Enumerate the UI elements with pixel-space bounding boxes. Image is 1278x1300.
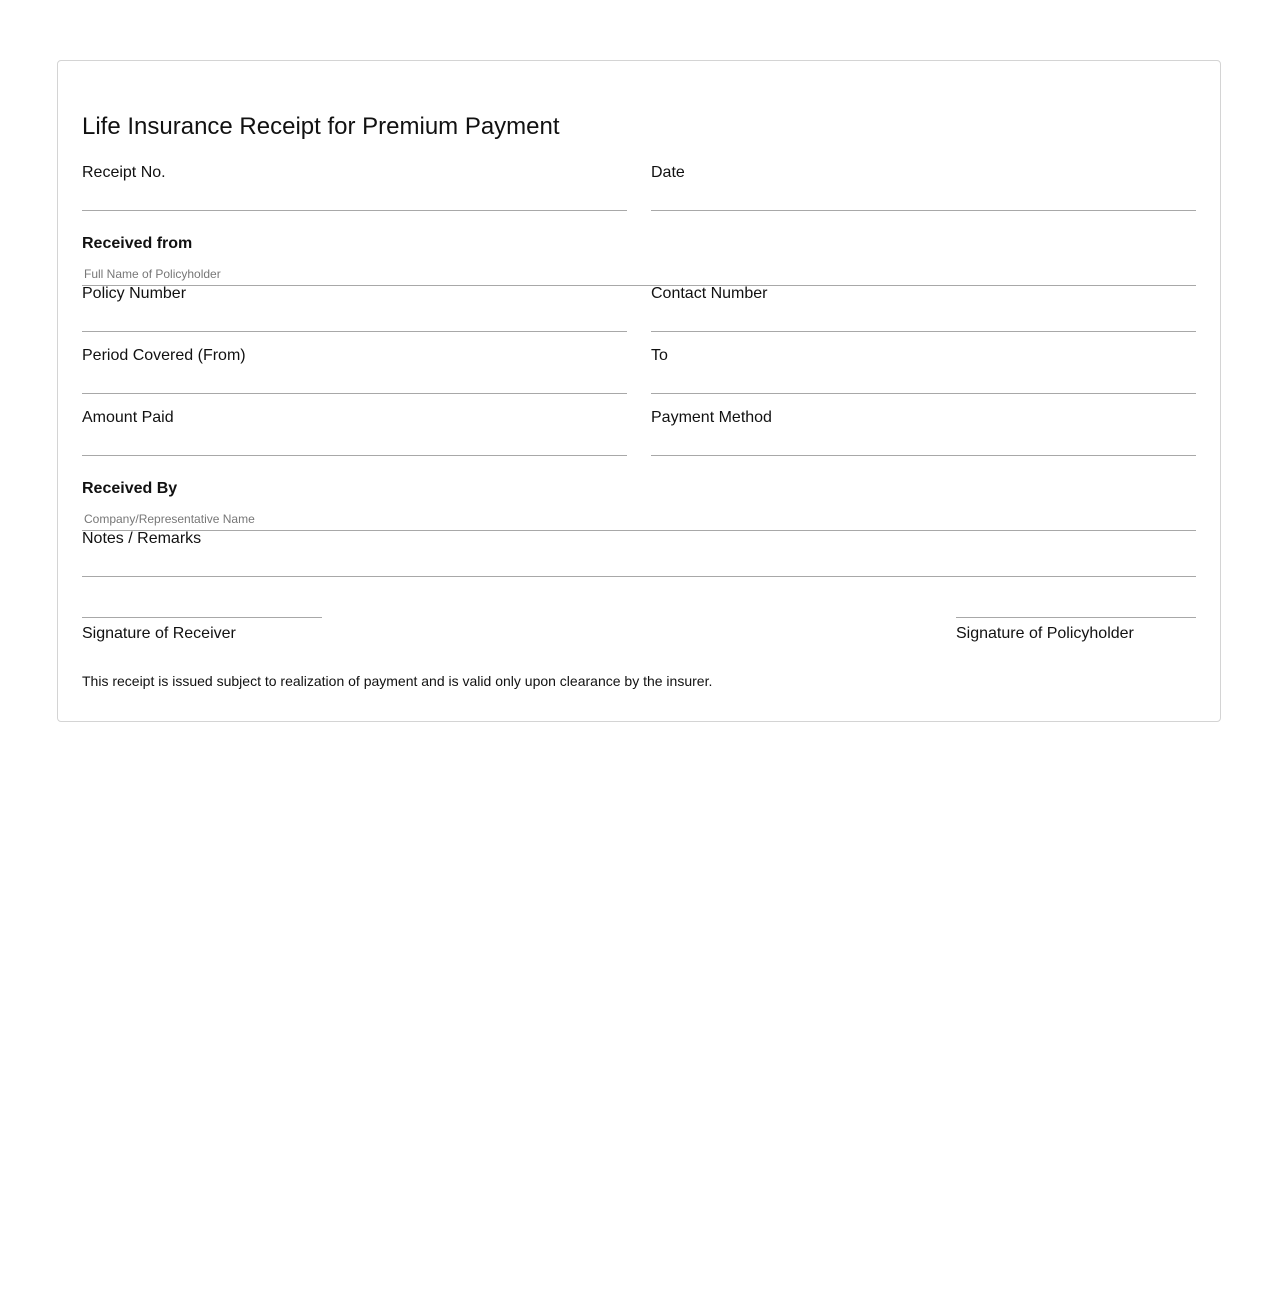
received-from-heading: Received from [82, 235, 193, 252]
policy-number-input[interactable] [82, 307, 627, 332]
date-input[interactable] [651, 186, 1196, 211]
receiver-signature-line [82, 617, 322, 618]
date-label: Date [651, 164, 685, 181]
page-title: Life Insurance Receipt for Premium Payment [82, 113, 560, 140]
policyholder-signature-label: Signature of Policyholder [956, 625, 1134, 642]
contact-number-label: Contact Number [651, 285, 768, 302]
policyholder-signature-line [956, 617, 1196, 618]
contact-number-input[interactable] [651, 307, 1196, 332]
amount-paid-label: Amount Paid [82, 409, 174, 426]
payment-method-label: Payment Method [651, 409, 772, 426]
amount-paid-input[interactable] [82, 431, 627, 456]
payment-method-input[interactable] [651, 431, 1196, 456]
receipt-no-input[interactable] [82, 186, 627, 211]
period-from-input[interactable] [82, 369, 627, 394]
period-to-label: To [651, 347, 668, 364]
receipt-no-label: Receipt No. [82, 164, 166, 181]
period-to-input[interactable] [651, 369, 1196, 394]
notes-label: Notes / Remarks [82, 530, 202, 547]
received-by-heading: Received By [82, 480, 178, 497]
period-from-label: Period Covered (From) [82, 347, 246, 364]
policyholder-name-input[interactable] [82, 263, 1196, 286]
policy-number-label: Policy Number [82, 285, 187, 302]
representative-name-input[interactable] [82, 508, 1196, 531]
notes-input[interactable] [82, 552, 1196, 577]
footer-note: This receipt is issued subject to realization of payment and is valid only upon clearance by the insurer. [82, 673, 713, 689]
receiver-signature-label: Signature of Receiver [82, 625, 236, 642]
